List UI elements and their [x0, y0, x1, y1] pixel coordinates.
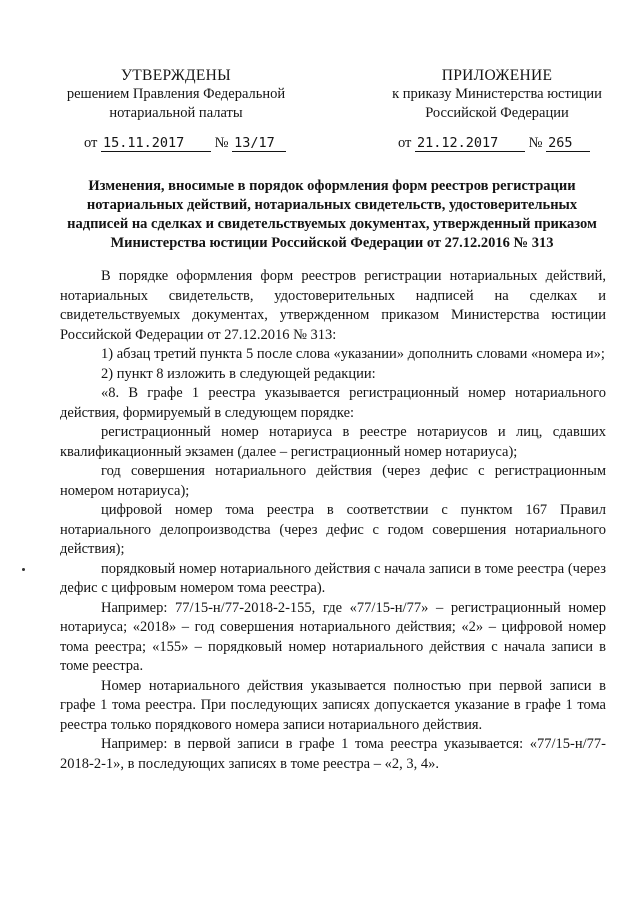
appendix-date: 21.12.2017	[415, 135, 525, 152]
paragraph: год совершения нотариального действия (через дефис с регистрационным номером нотариуса);	[60, 463, 606, 499]
document-body	[60, 267, 606, 774]
appendix-line-2: Российской Федерации	[425, 105, 569, 121]
appendix-number: 265	[546, 135, 590, 152]
appendix-number-prefix: №	[528, 135, 543, 151]
approval-block	[56, 66, 296, 123]
paragraph: 1) абзац третий пункта 5 после слова «указании» дополнить словами «номера и»;	[101, 346, 605, 362]
approval-title: УТВЕРЖДЕНЫ	[121, 67, 231, 84]
approval-number: 13/17	[232, 135, 286, 152]
document-title: Изменения, вносимые в порядок оформления форм реестров регистрации нотариальных действий, нотариальных свидетельств, удостоверительных надписей на сделках и свидетельствуемых документах, утвержденный приказом Министерства юстиции Российской Федерации от 27.12.2016 № 313	[67, 178, 597, 251]
paragraph: цифровой номер тома реестра в соответствии с пунктом 167 Правил нотариального делопроизводства (через дефис с годом совершения нотариального действия);	[60, 502, 606, 557]
appendix-line-1: к приказу Министерства юстиции	[392, 86, 602, 102]
paragraph: Например: 77/15-н/77-2018-2-155, где «77/15-н/77» – регистрационный номер нотариуса; «2018» – год совершения нотариального действия; «2» – цифровой номер тома реестра; «155» – порядковый номер нотариального действия с начала записи в томе реестра.	[60, 599, 606, 674]
approval-date: 15.11.2017	[101, 135, 211, 152]
appendix-date-prefix: от	[398, 135, 412, 151]
paragraph: Например: в первой записи в графе 1 тома реестра указывается: «77/15-н/77-2018-2-1», в последующих записях в томе реестра – «2, 3, 4».	[60, 736, 606, 772]
paragraph: порядковый номер нотариального действия с начала записи в томе реестра (через дефис с цифровым номером тома реестра).	[60, 560, 606, 596]
paragraph: Номер нотариального действия указывается полностью при первой записи в графе 1 тома реестра. При последующих записях допускается указание в графе 1 тома реестра только порядкового номера записи нотариального действия.	[60, 677, 606, 733]
approval-reference	[84, 135, 286, 152]
appendix-block	[384, 66, 610, 123]
approval-line-1: решением Правления Федеральной	[66, 86, 286, 102]
paragraph: 2) пункт 8 изложить в следующей редакции:	[101, 365, 376, 382]
scan-speck	[22, 568, 25, 571]
paragraph: «8. В графе 1 реестра указывается регистрационный номер нотариального действия, формируемый в следующем порядке:	[60, 385, 606, 421]
paragraph: регистрационный номер нотариуса в реестре нотариусов и лиц, сдавших квалификационный экзамен (далее – регистрационный номер нотариуса);	[60, 424, 606, 460]
approval-number-prefix: №	[214, 135, 229, 151]
approval-line-2: нотариальной палаты	[109, 105, 243, 121]
approval-date-prefix: от	[84, 135, 98, 151]
appendix-title: ПРИЛОЖЕНИЕ	[441, 67, 553, 84]
paragraph: В порядке оформления форм реестров регистрации нотариальных действий, нотариальных свидетельств, удостоверительных надписей на сделках и свидетельствуемых документах, утвержденном приказом Министерства юстиции Российской Федерации от 27.12.2016 № 313:	[60, 268, 606, 343]
appendix-reference	[398, 135, 590, 152]
